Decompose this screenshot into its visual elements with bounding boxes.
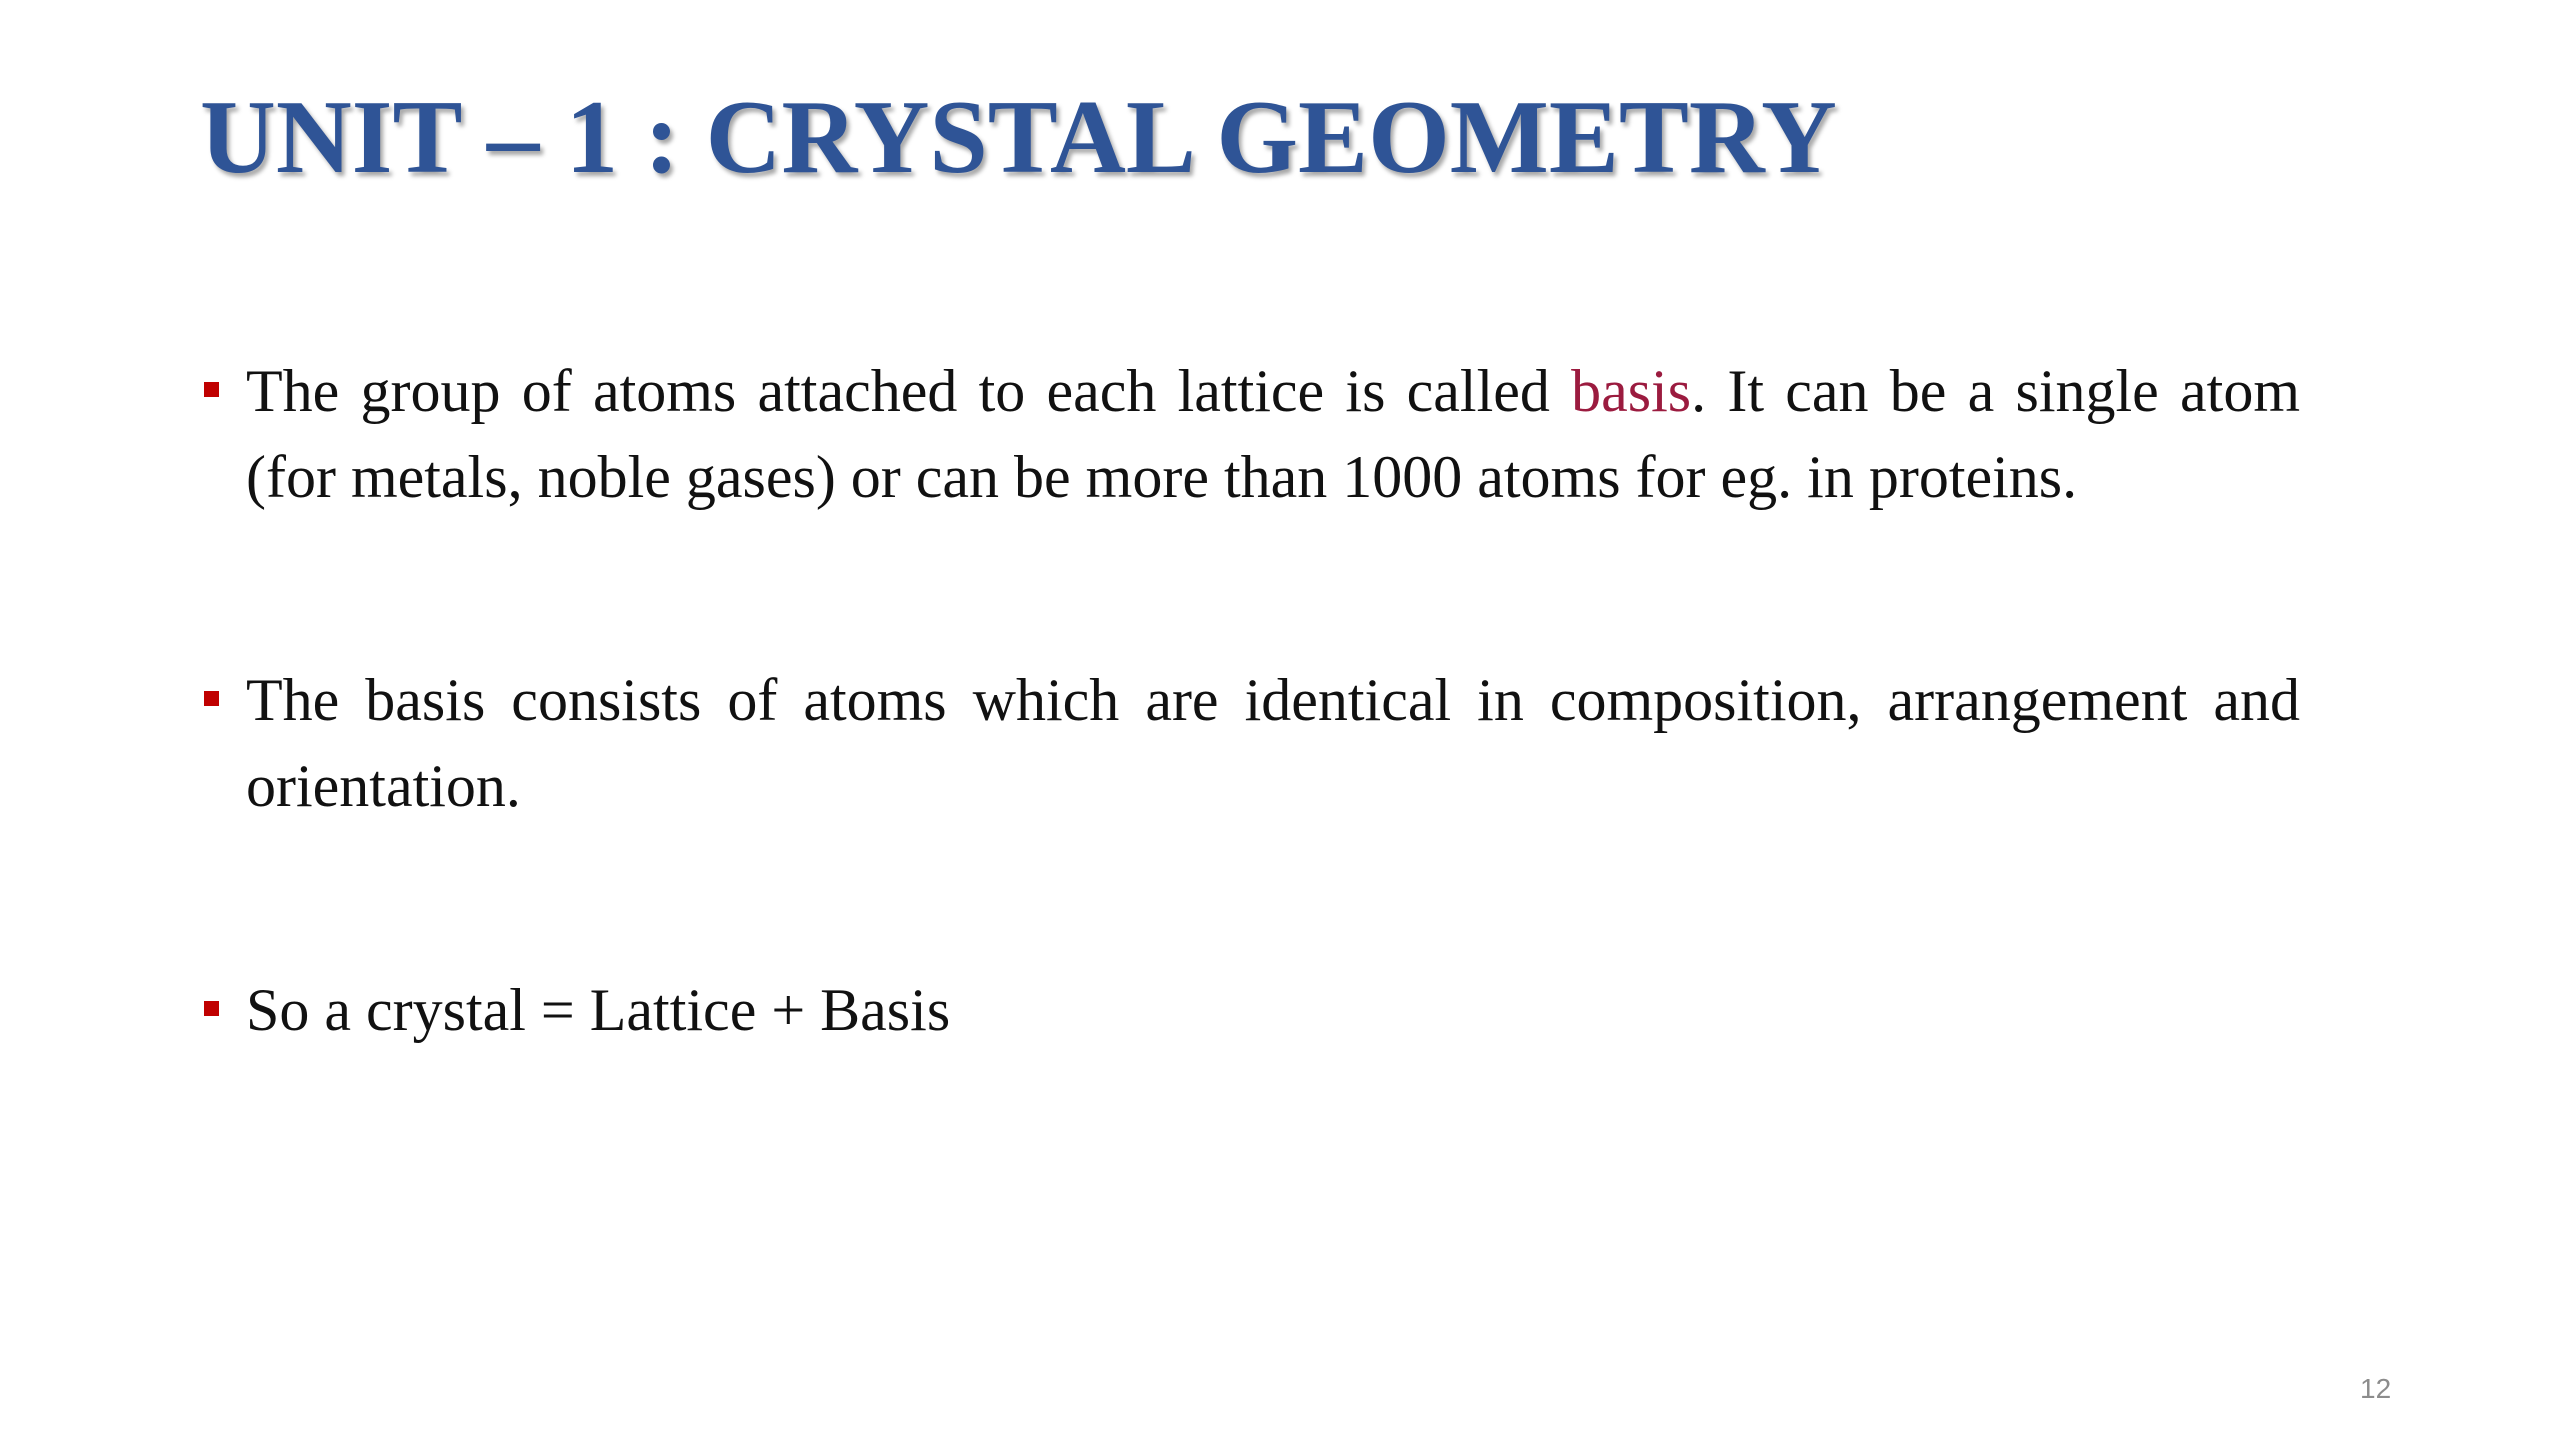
slide-title: UNIT – 1 : CRYSTAL GEOMETRY — [200, 78, 1837, 195]
bullet-text: So a crystal = Lattice + Basis — [246, 977, 951, 1043]
square-bullet-icon — [204, 1001, 219, 1016]
bullet-text-after: . It can be a single atom (for metals, noble gases) or can be more than 1000 atoms for eg. in proteins. — [246, 358, 2300, 510]
page-number: 12 — [2360, 1373, 2392, 1404]
bullet-list — [198, 348, 2300, 1053]
bullet-item-basis-definition — [198, 348, 2300, 520]
square-bullet-icon — [204, 691, 219, 706]
highlighted-term-basis: basis — [1571, 358, 1692, 424]
bullet-item-basis-composition — [198, 657, 2300, 829]
bullet-text: The basis consists of atoms which are identical in composition, arrangement and orientation. — [246, 667, 2300, 819]
square-bullet-icon — [204, 382, 219, 397]
bullet-item-crystal-equation — [198, 967, 2300, 1053]
bullet-text-before: The group of atoms attached to each lattice is called — [246, 358, 1572, 424]
